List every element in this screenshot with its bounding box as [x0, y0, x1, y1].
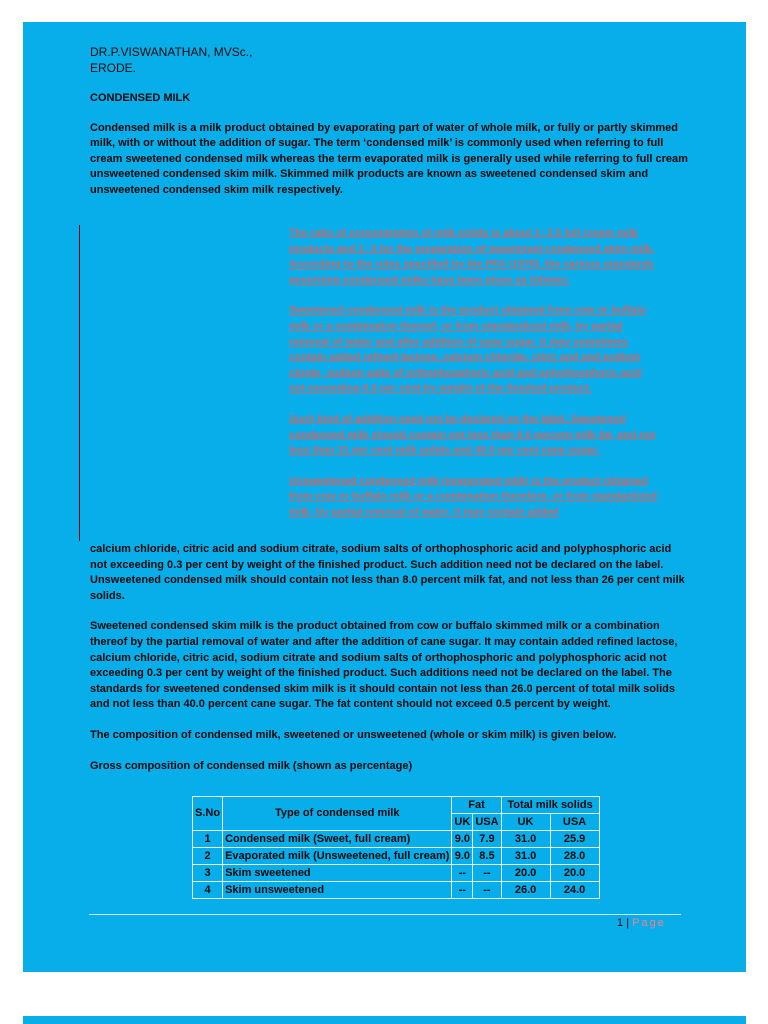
footer-separator: |	[626, 917, 630, 929]
cell-sno: 4	[193, 882, 223, 899]
header-type: Type of condensed milk	[223, 797, 452, 831]
document-body	[90, 44, 690, 199]
author-line: DR.P.VISWANATHAN, MVSc.,	[90, 45, 253, 59]
intro-paragraph: Condensed milk is a milk product obtained by evaporating part of water of whole milk, or fully or partly skimmed milk, with or without the addition of sugar. The term ‘condensed milk’ is commonly used when referring to full cream sweetened condensed milk whereas the term evaporated milk is generally used while referring to full cream unsweetened condensed skim milk. Skimmed milk products are known as sweetened condensed skim and unsweetened condensed skim milk respectively.	[90, 121, 688, 196]
header-fat-usa: USA	[473, 814, 501, 831]
cell-tms-uk: 31.0	[501, 848, 550, 865]
margin-line	[79, 225, 80, 541]
cell-fat-usa: 8.5	[473, 848, 501, 865]
cell-fat-uk: 9.0	[452, 831, 473, 848]
header-fat: Fat	[452, 797, 501, 814]
cell-fat-uk: --	[452, 865, 473, 882]
table-header-row	[193, 797, 600, 814]
table-row	[193, 865, 600, 882]
table-row	[193, 848, 600, 865]
overlay-paragraph: The ratio of concentration of milk solids is about 1: 2.5 full cream milk products and 1: 3 for the preparation of sweetened condensed skim milk. According to the rules specified by the PFA (1976), the various standards governing condensed milks have been given as follows:	[289, 227, 655, 286]
location-line: ERODE.	[90, 61, 137, 75]
cell-type: Evaporated milk (Unsweetened, full cream)	[223, 848, 452, 865]
header-fat-uk: UK	[452, 814, 473, 831]
footer-divider	[89, 914, 681, 915]
cell-type: Condensed milk (Sweet, full cream)	[223, 831, 452, 848]
cell-fat-usa: --	[473, 882, 501, 899]
cell-fat-uk: --	[452, 882, 473, 899]
cell-fat-usa: --	[473, 865, 501, 882]
table-caption: Gross composition of condensed milk (shown as percentage)	[90, 759, 413, 772]
cell-tms-uk: 31.0	[501, 831, 550, 848]
cell-fat-uk: 9.0	[452, 848, 473, 865]
cell-sno: 2	[193, 848, 223, 865]
table-row	[193, 882, 600, 899]
header-total-solids: Total milk solids	[501, 797, 599, 814]
cell-tms-usa: 20.0	[550, 865, 599, 882]
overlay-text-block	[289, 226, 659, 521]
overlay-paragraph: Such kind of addition need not be declared on the label. Sweetened condensed milk should contain not less than 9.0 percent milk fat, and not less than 31 per cent milk solids and 40.0 per cent cane sugar.	[289, 412, 656, 457]
cell-tms-usa: 25.9	[550, 831, 599, 848]
cell-tms-usa: 24.0	[550, 882, 599, 899]
header-sno: S.No	[193, 797, 223, 831]
next-page-edge	[23, 1016, 746, 1024]
cell-tms-usa: 28.0	[550, 848, 599, 865]
cell-tms-uk: 20.0	[501, 865, 550, 882]
cell-type: Skim unsweetened	[223, 882, 452, 899]
cell-sno: 1	[193, 831, 223, 848]
page-number: 1	[617, 917, 624, 929]
header-tms-usa: USA	[550, 814, 599, 831]
composition-paragraph: The composition of condensed milk, sweetened or unsweetened (whole or skim milk) is given below.	[90, 728, 617, 741]
composition-table	[192, 796, 600, 899]
header-tms-uk: UK	[501, 814, 550, 831]
overlay-paragraph: Unsweetened condensed milk (evaporated milk) is the product obtained from cow or buffalo milk or a combination therefore, or from standardized milk, by partial removal of water. It may contain added	[289, 474, 658, 518]
document-page	[23, 22, 746, 972]
cell-sno: 3	[193, 865, 223, 882]
overlay-paragraph: Sweetened condensed milk is the product obtained from cow or buffalo milk or a combination thereof, or from standardized milk, by partial removal of water and after addition of cane sugar. It may sometimes contain added refined lactose, calcium chloride, citric and and sodium citrate, sodium salts of orthophosphoric acid and polyphosphoric acid not exceeding 0.3 per cent by weight of the finished product.	[289, 304, 647, 395]
table-row	[193, 831, 600, 848]
continuation-paragraph: calcium chloride, citric acid and sodium citrate, sodium salts of orthophosphoric acid and polyphosphoric acid not exceeding 0.3 per cent by weight of the finished product. Such addition need not be declared on the label. Unsweetened condensed milk should contain not less than 8.0 percent milk fat, and not less than 26 per cent milk solids.	[90, 543, 685, 602]
cell-tms-uk: 26.0	[501, 882, 550, 899]
page-footer	[617, 917, 666, 929]
continuation-block	[90, 542, 690, 789]
cell-fat-usa: 7.9	[473, 831, 501, 848]
skim-milk-paragraph: Sweetened condensed skim milk is the product obtained from cow or buffalo skimmed milk or a combination thereof by the partial removal of water and after the addition of cane sugar. It may contain added refined lactose, calcium chloride, citric acid, sodium citrate and sodium salts of orthophosphoric and polyphosphoric acid not exceeding 0.3 per cent by weight of the finished product. Such additions need not be declared on the label. The standards for sweetened condensed skim milk is it should contain not less than 26.0 percent of total milk solids and not less than 40.0 percent cane sugar. The fat content should not exceed 0.5 percent by weight.	[90, 620, 678, 711]
document-title: CONDENSED MILK	[90, 92, 191, 104]
cell-type: Skim sweetened	[223, 865, 452, 882]
page-label: Page	[632, 917, 666, 929]
